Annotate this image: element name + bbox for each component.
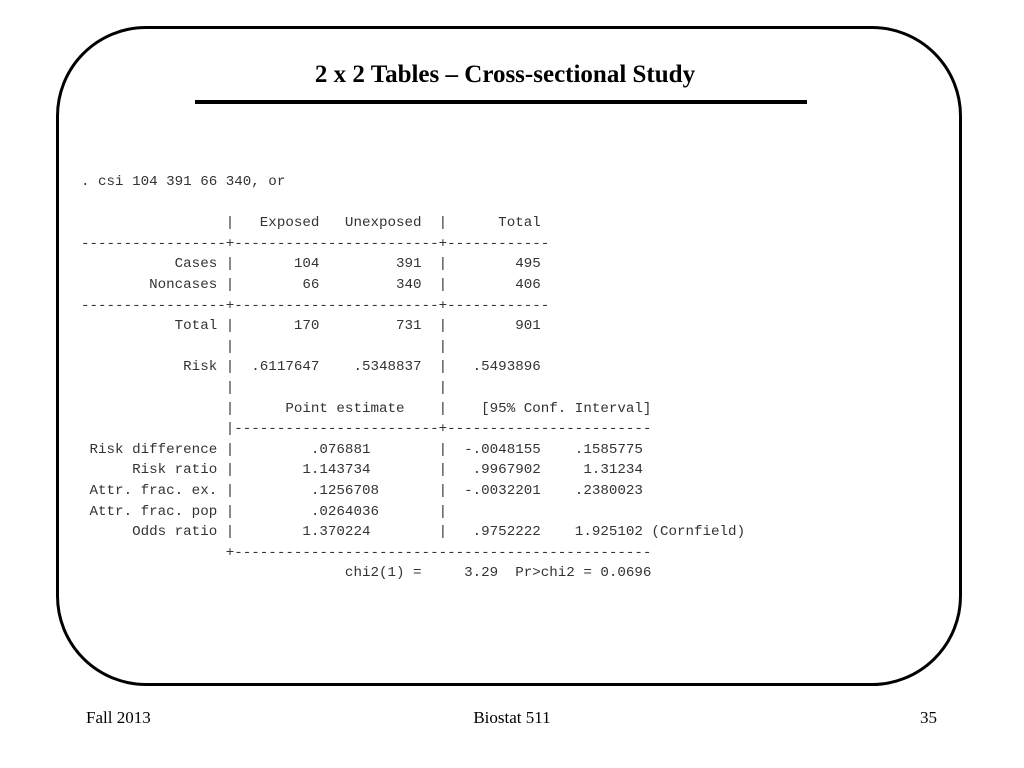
output-line: Total | 170 731 | 901 [81,318,541,335]
output-line: | | [81,338,448,355]
output-line: | Point estimate | [95% Conf. Interval] [81,400,652,417]
output-line: Attr. frac. ex. | .1256708 | -.0032201 .2380023 [81,482,643,499]
slide-title: 2 x 2 Tables – Cross-sectional Study [314,61,696,88]
stata-output [81,172,745,584]
output-line: Risk ratio | 1.143734 | .9967902 1.31234 [81,462,643,479]
output-line: -----------------+------------------------+------------ [81,235,550,252]
output-line: | | [81,379,448,396]
footer-page-number: 35 [920,708,937,727]
output-line: chi2(1) = 3.29 Pr>chi2 = 0.0696 [81,565,652,582]
output-line: Risk difference | .076881 | -.0048155 .1585775 [81,441,643,458]
output-line: Attr. frac. pop | .0264036 | [81,503,448,520]
output-line: Risk | .6117647 .5348837 | .5493896 [81,359,541,376]
title-underline [195,100,807,104]
output-line: | Exposed Unexposed | Total [81,215,541,232]
output-line [81,193,745,214]
output-line: |------------------------+------------------------ [81,421,652,438]
output-line: . csi 104 391 66 340, or [81,174,286,190]
output-line: -----------------+------------------------+------------ [81,297,550,314]
output-line: Odds ratio | 1.370224 | .9752222 1.925102 (Cornfield) [81,524,746,541]
footer-course: Biostat 511 [473,708,551,727]
output-line: +------------------------------------------------- [81,544,652,561]
footer-date: Fall 2013 [86,708,151,727]
output-line: Cases | 104 391 | 495 [81,256,541,273]
output-line: Noncases | 66 340 | 406 [81,276,541,293]
